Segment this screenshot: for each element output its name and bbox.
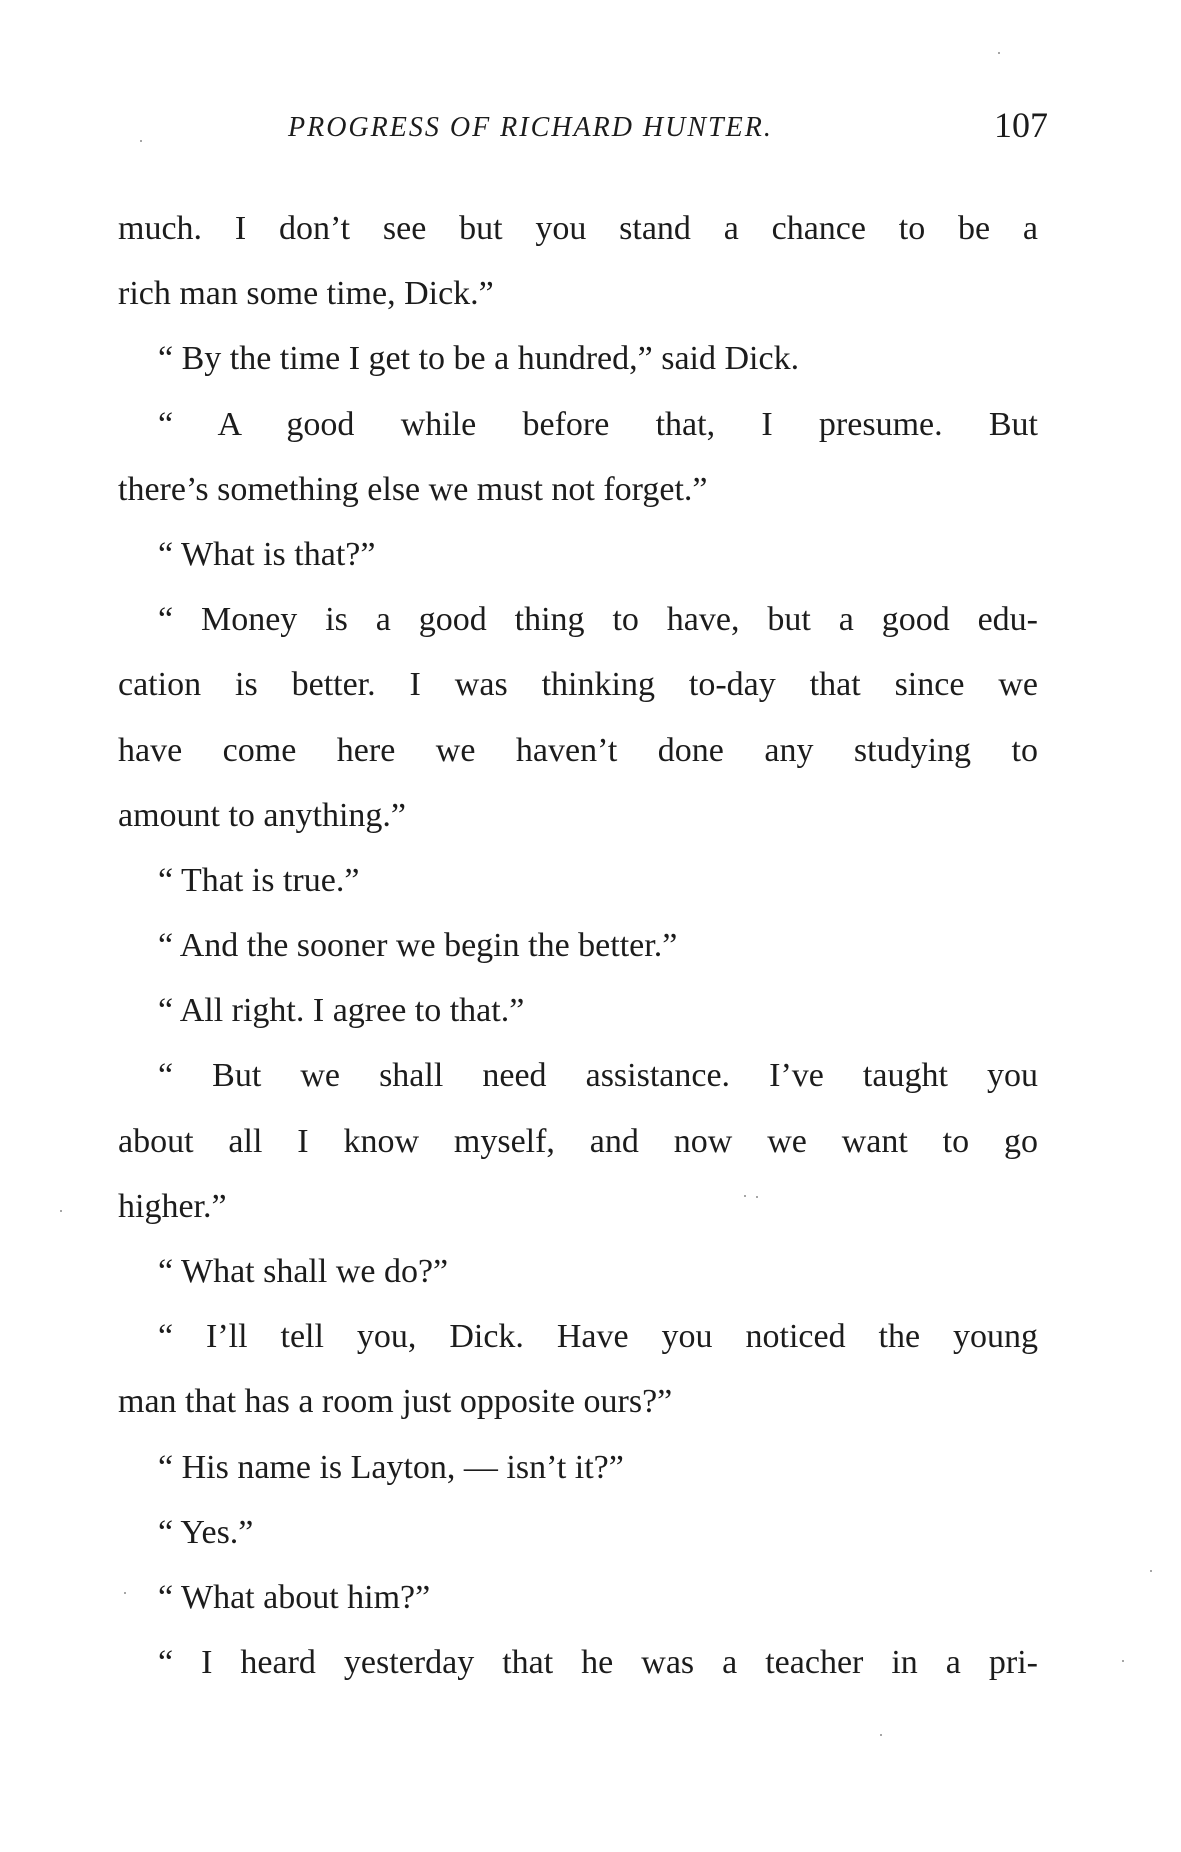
text-line: “ What is that?”	[158, 535, 376, 573]
text-line: rich man some time, Dick.”	[118, 275, 494, 313]
running-head	[118, 104, 1048, 154]
text-line: “ I heard yesterday that he was a teacher in a pri-	[158, 1644, 1038, 1682]
text-line: “ I’ll tell you, Dick. Have you noticed the young	[158, 1318, 1038, 1356]
text-line: “ By the time I get to be a hundred,” said Dick.	[158, 340, 800, 378]
paper-speck	[744, 1195, 746, 1197]
text-line: man that has a room just opposite ours?”	[118, 1383, 673, 1421]
text-line: higher.”	[118, 1187, 227, 1225]
text-line: “ And the sooner we begin the better.”	[158, 927, 678, 965]
text-line: “ Yes.”	[158, 1513, 254, 1551]
text-line: “ A good while before that, I presume. But	[158, 405, 1038, 443]
paper-speck	[124, 1592, 126, 1594]
text-line: about all I know myself, and now we want to go	[118, 1122, 1038, 1160]
text-line: “ What about him?”	[158, 1578, 431, 1616]
page-number: 107	[994, 105, 1048, 145]
text-line: much. I don’t see but you stand a chance to be a	[118, 210, 1038, 247]
text-line: amount to anything.”	[118, 796, 407, 834]
text-line: “ But we shall need assistance. I’ve taught you	[158, 1057, 1038, 1095]
text-line: “ Money is a good thing to have, but a good edu-	[158, 601, 1038, 639]
text-line: “ That is true.”	[158, 861, 360, 899]
text-line: have come here we haven’t done any studying to	[118, 731, 1038, 769]
text-line: “ All right. I agree to that.”	[158, 992, 525, 1030]
text-line: “ His name is Layton, — isn’t it?”	[158, 1448, 624, 1486]
text-line: cation is better. I was thinking to-day that since we	[118, 666, 1038, 704]
paper-speck	[1150, 1570, 1152, 1572]
running-title: PROGRESS OF RICHARD HUNTER.	[288, 112, 773, 143]
body-text	[118, 196, 1038, 1695]
paper-speck	[140, 140, 142, 142]
text-line: “ What shall we do?”	[158, 1253, 449, 1290]
paper-speck	[756, 1196, 758, 1198]
paper-speck	[1122, 1660, 1124, 1662]
paper-speck	[998, 52, 1000, 54]
paper-speck	[60, 1210, 62, 1212]
paper-speck	[880, 1734, 882, 1736]
text-line: there’s something else we must not forget.”	[118, 470, 708, 508]
